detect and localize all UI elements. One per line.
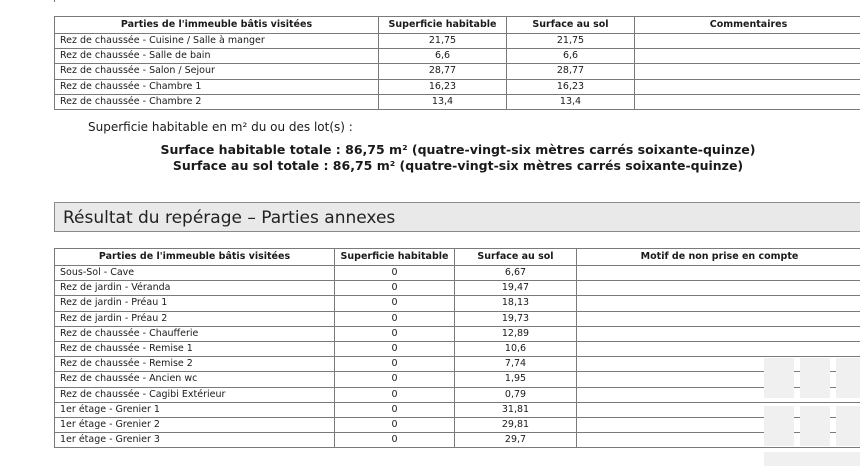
- cell-superficie-habitable: 0: [335, 266, 455, 281]
- header-superficie-habitable: Superficie habitable: [379, 17, 507, 34]
- cell-surface-sol: 19,73: [455, 311, 577, 326]
- cell-surface-sol: 13,4: [507, 94, 635, 109]
- cell-comment: [577, 281, 860, 296]
- cell-surface-sol: 0,79: [455, 387, 577, 402]
- table-row: [55, 387, 860, 402]
- total-habitable: Surface habitable totale : 86,75 m² (quatre-vingt-six mètres carrés soixante-quinze): [160, 142, 756, 157]
- cell-part: 1er étage - Grenier 2: [55, 417, 335, 432]
- header-parties: Parties de l'immeuble bâtis visitées: [55, 17, 379, 34]
- table-row: [55, 341, 860, 356]
- header-surface-sol: Surface au sol: [455, 249, 577, 266]
- totals-block: [54, 142, 860, 174]
- cell-part: Rez de jardin - Préau 1: [55, 296, 335, 311]
- cell-superficie-habitable: 0: [335, 296, 455, 311]
- cell-superficie-habitable: 0: [335, 281, 455, 296]
- cell-part: Rez de jardin - Préau 2: [55, 311, 335, 326]
- cell-part: Rez de chaussée - Chambre 2: [55, 94, 379, 109]
- cell-comment: [635, 64, 860, 79]
- cell-comment: [577, 296, 860, 311]
- cell-comment: [635, 79, 860, 94]
- table-header-row: [55, 17, 860, 34]
- cell-comment: [577, 266, 860, 281]
- table-row: [55, 311, 860, 326]
- cell-superficie-habitable: 0: [335, 341, 455, 356]
- table-row: [55, 281, 860, 296]
- table-header-row: [55, 249, 860, 266]
- table-row: [55, 94, 860, 109]
- table-row: [55, 417, 860, 432]
- table-row: [55, 79, 860, 94]
- surface-intro-text: Superficie habitable en m² du ou des lot(s) :: [88, 120, 353, 134]
- cell-surface-sol: 1,95: [455, 372, 577, 387]
- cell-part: Rez de chaussée - Remise 2: [55, 357, 335, 372]
- cell-surface-sol: 6,6: [507, 49, 635, 64]
- cell-part: Sous-Sol - Cave: [55, 266, 335, 281]
- cell-superficie-habitable: 6,6: [379, 49, 507, 64]
- table-row: [55, 372, 860, 387]
- cell-part: Rez de chaussée - Salle de bain: [55, 49, 379, 64]
- header-motif: Motif de non prise en compte: [577, 249, 860, 266]
- header-surface-sol: Surface au sol: [507, 17, 635, 34]
- cell-surface-sol: 21,75: [507, 34, 635, 49]
- cell-superficie-habitable: 21,75: [379, 34, 507, 49]
- cell-superficie-habitable: 0: [335, 387, 455, 402]
- cell-surface-sol: 7,74: [455, 357, 577, 372]
- table-row: [55, 433, 860, 448]
- main-parts-table: [54, 16, 860, 110]
- section-header: [54, 202, 860, 232]
- cell-surface-sol: 6,67: [455, 266, 577, 281]
- table-row: [55, 402, 860, 417]
- cell-surface-sol: 31,81: [455, 402, 577, 417]
- cell-surface-sol: 10,6: [455, 341, 577, 356]
- cell-surface-sol: 19,47: [455, 281, 577, 296]
- cell-superficie-habitable: 0: [335, 357, 455, 372]
- cell-superficie-habitable: 0: [335, 311, 455, 326]
- cell-part: Rez de jardin - Véranda: [55, 281, 335, 296]
- total-sol: Surface au sol totale : 86,75 m² (quatre-vingt-six mètres carrés soixante-quinze): [172, 158, 744, 173]
- table-row: [55, 326, 860, 341]
- cell-part: Rez de chaussée - Chaufferie: [55, 326, 335, 341]
- cell-part: Rez de chaussée - Remise 1: [55, 341, 335, 356]
- cell-superficie-habitable: 13,4: [379, 94, 507, 109]
- annex-parts-table: [54, 248, 860, 448]
- cell-surface-sol: 29,81: [455, 417, 577, 432]
- cell-superficie-habitable: 28,77: [379, 64, 507, 79]
- cell-superficie-habitable: 0: [335, 433, 455, 448]
- section-title: Résultat du repérage – Parties annexes: [63, 208, 396, 228]
- cell-comment: [635, 34, 860, 49]
- cell-part: 1er étage - Grenier 1: [55, 402, 335, 417]
- cell-part: Rez de chaussée - Cuisine / Salle à manger: [55, 34, 379, 49]
- cell-superficie-habitable: 16,23: [379, 79, 507, 94]
- cell-surface-sol: 18,13: [455, 296, 577, 311]
- watermark-logo-icon: [756, 352, 860, 466]
- cell-superficie-habitable: 0: [335, 372, 455, 387]
- cell-comment: [577, 326, 860, 341]
- table-row: [55, 34, 860, 49]
- table-row: [55, 266, 860, 281]
- cell-surface-sol: 12,89: [455, 326, 577, 341]
- cell-part: Rez de chaussée - Chambre 1: [55, 79, 379, 94]
- cell-comment: [635, 94, 860, 109]
- table-row: [55, 296, 860, 311]
- table-row: [55, 64, 860, 79]
- cell-superficie-habitable: 0: [335, 326, 455, 341]
- cell-part: Rez de chaussée - Ancien wc: [55, 372, 335, 387]
- table-row: [55, 49, 860, 64]
- header-commentaires: Commentaires: [635, 17, 860, 34]
- cell-surface-sol: 29,7: [455, 433, 577, 448]
- header-superficie-habitable: Superficie habitable: [335, 249, 455, 266]
- cell-part: Rez de chaussée - Cagibi Extérieur: [55, 387, 335, 402]
- header-parties: Parties de l'immeuble bâtis visitées: [55, 249, 335, 266]
- top-border-fragment: [54, 0, 860, 2]
- cell-superficie-habitable: 0: [335, 402, 455, 417]
- cell-comment: [635, 49, 860, 64]
- cell-surface-sol: 16,23: [507, 79, 635, 94]
- cell-comment: [577, 311, 860, 326]
- cell-part: Rez de chaussée - Salon / Sejour: [55, 64, 379, 79]
- table-row: [55, 357, 860, 372]
- cell-part: 1er étage - Grenier 3: [55, 433, 335, 448]
- cell-surface-sol: 28,77: [507, 64, 635, 79]
- cell-superficie-habitable: 0: [335, 417, 455, 432]
